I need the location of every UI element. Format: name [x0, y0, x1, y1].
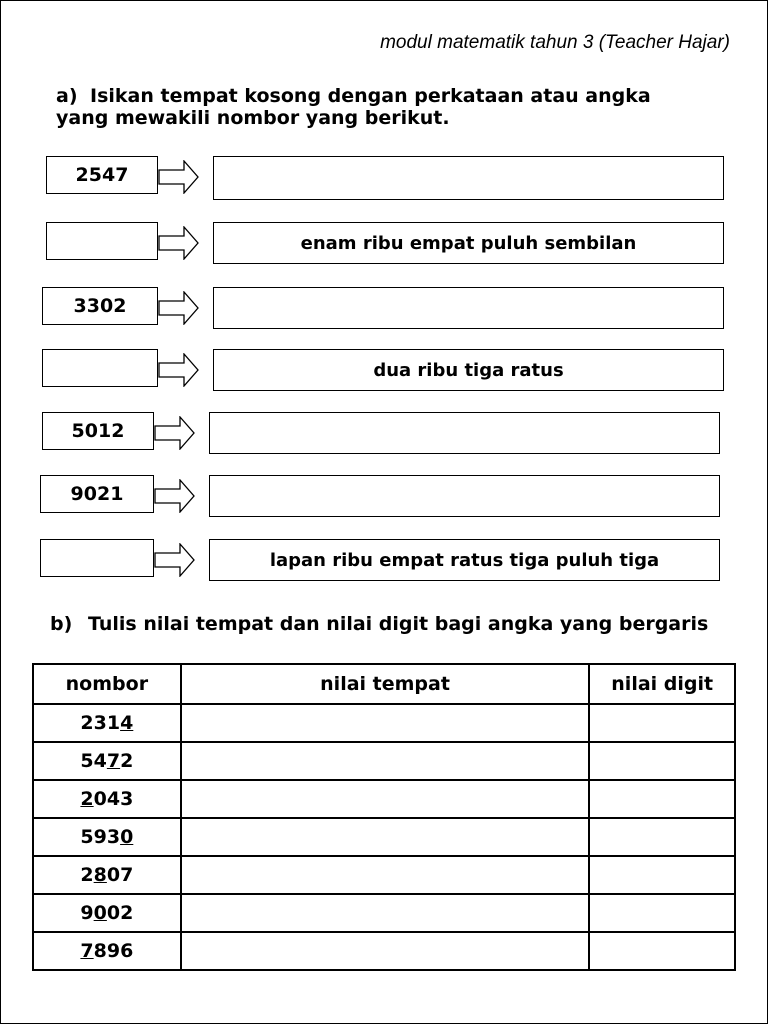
place-value-answer-cell[interactable]: [181, 704, 590, 742]
place-value-answer-cell[interactable]: [181, 894, 590, 932]
digit-value-answer-cell[interactable]: [589, 856, 735, 894]
right-arrow-icon: [158, 160, 200, 194]
table-row: [33, 856, 735, 894]
underlined-digit: 0: [120, 826, 134, 848]
digit-value-answer-cell[interactable]: [589, 780, 735, 818]
header-nilai-digit: nilai digit: [589, 664, 735, 704]
right-arrow-icon: [154, 416, 196, 450]
words-box[interactable]: enam ribu empat puluh sembilan: [213, 222, 724, 264]
words-box[interactable]: [209, 475, 720, 517]
header-nilai-tempat: nilai tempat: [181, 664, 590, 704]
number-cell: [33, 742, 181, 780]
words-box[interactable]: lapan ribu empat ratus tiga puluh tiga: [209, 539, 720, 581]
right-arrow-icon: [158, 226, 200, 260]
table-row: [33, 742, 735, 780]
number-box[interactable]: 2547: [46, 156, 158, 194]
digit-value-answer-cell[interactable]: [589, 932, 735, 970]
conversion-row: [0, 412, 768, 456]
place-value-answer-cell[interactable]: [181, 780, 590, 818]
question-b: [50, 613, 708, 635]
underlined-digit: 8: [93, 864, 107, 886]
number-digits-after: 896: [93, 940, 134, 962]
underlined-digit: 2: [80, 788, 94, 810]
right-arrow-icon: [158, 291, 200, 325]
question-a-letter: a): [56, 85, 78, 107]
conversion-row: [0, 222, 768, 266]
underlined-digit: 7: [80, 940, 94, 962]
number-cell: [33, 932, 181, 970]
number-digits-after: 043: [93, 788, 134, 810]
number-digits-after: 2: [120, 750, 134, 772]
question-b-instruction: Tulis nilai tempat dan nilai digit bagi angka yang bergaris: [88, 613, 709, 635]
conversion-row: [0, 349, 768, 393]
conversion-row: [0, 539, 768, 583]
number-box[interactable]: [40, 539, 154, 577]
table-header-row: [33, 664, 735, 704]
number-cell: [33, 704, 181, 742]
digit-value-answer-cell[interactable]: [589, 818, 735, 856]
place-value-answer-cell[interactable]: [181, 742, 590, 780]
conversion-row: [0, 475, 768, 519]
number-box[interactable]: 5012: [42, 412, 154, 450]
number-digits-before: 54: [80, 750, 107, 772]
number-box[interactable]: [46, 222, 158, 260]
table-row: [33, 818, 735, 856]
place-value-answer-cell[interactable]: [181, 818, 590, 856]
number-box[interactable]: 3302: [42, 287, 158, 325]
right-arrow-icon: [154, 543, 196, 577]
underlined-digit: 4: [120, 712, 134, 734]
question-b-letter: b): [50, 613, 73, 635]
digit-value-answer-cell[interactable]: [589, 742, 735, 780]
table-row: [33, 704, 735, 742]
words-box[interactable]: dua ribu tiga ratus: [213, 349, 724, 391]
digit-value-answer-cell[interactable]: [589, 704, 735, 742]
table-row: [33, 780, 735, 818]
place-value-answer-cell[interactable]: [181, 932, 590, 970]
page-header: modul matematik tahun 3 (Teacher Hajar): [380, 32, 730, 53]
question-a-instruction: Isikan tempat kosong dengan perkataan atau angka yang mewakili nombor yang berikut.: [56, 85, 651, 129]
conversion-row: [0, 156, 768, 200]
table-row: [33, 932, 735, 970]
header-nombor: nombor: [33, 664, 181, 704]
number-digits-before: 9: [80, 902, 94, 924]
table-row: [33, 894, 735, 932]
right-arrow-icon: [154, 479, 196, 513]
number-digits-before: 2: [80, 864, 94, 886]
number-digits-before: 593: [80, 826, 121, 848]
words-box[interactable]: [209, 412, 720, 454]
number-cell: [33, 818, 181, 856]
words-box[interactable]: [213, 287, 724, 329]
number-digits-before: 231: [80, 712, 121, 734]
number-box[interactable]: [42, 349, 158, 387]
question-a: [56, 85, 696, 129]
right-arrow-icon: [158, 353, 200, 387]
number-cell: [33, 780, 181, 818]
number-box[interactable]: 9021: [40, 475, 154, 513]
digit-value-answer-cell[interactable]: [589, 894, 735, 932]
words-box[interactable]: [213, 156, 724, 200]
conversion-row: [0, 287, 768, 331]
number-cell: [33, 894, 181, 932]
place-value-answer-cell[interactable]: [181, 856, 590, 894]
number-digits-after: 07: [106, 864, 134, 886]
number-digits-after: 02: [106, 902, 134, 924]
underlined-digit: 0: [93, 902, 107, 924]
number-cell: [33, 856, 181, 894]
underlined-digit: 7: [106, 750, 121, 772]
place-value-table: [32, 663, 736, 971]
